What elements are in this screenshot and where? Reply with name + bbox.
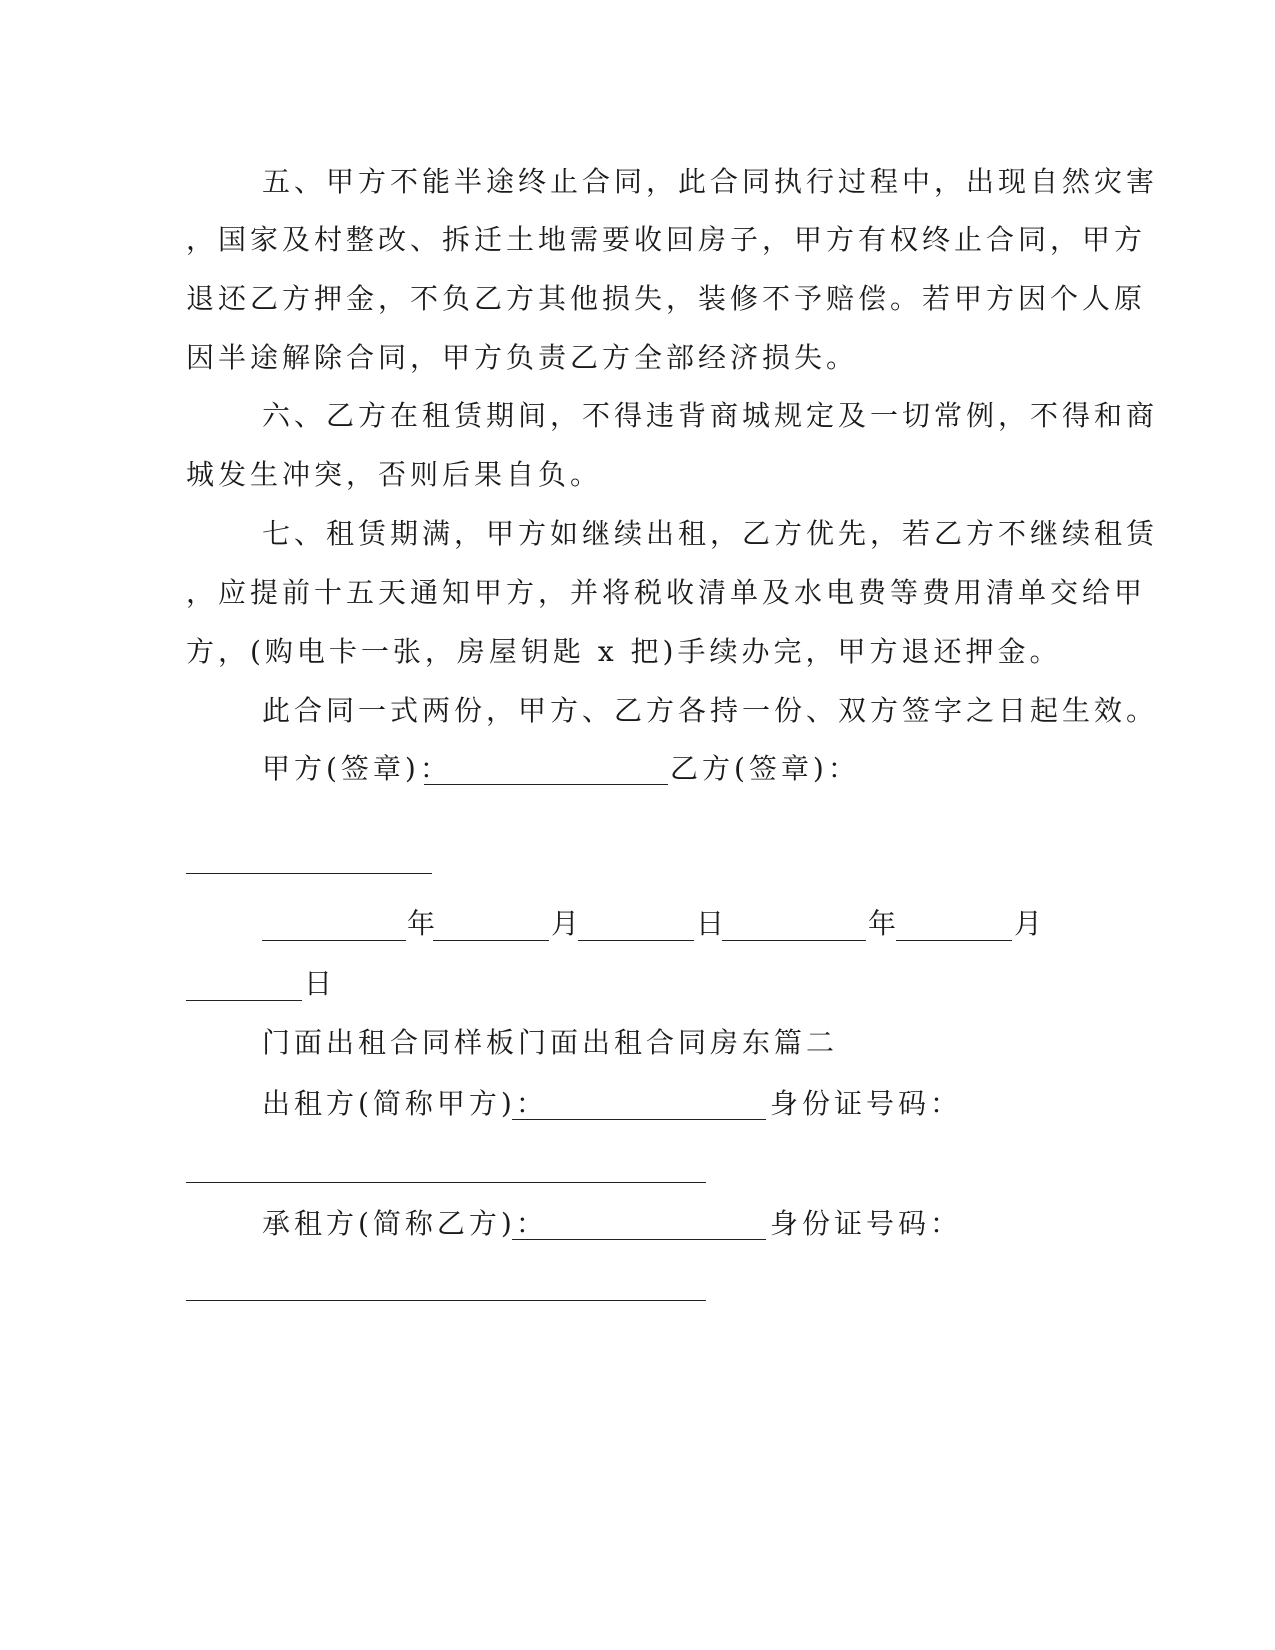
party-a-signature-label: 甲方(签章)： (262, 752, 452, 785)
party-b-signature-blank (186, 873, 432, 874)
party-a-year-blank (262, 940, 406, 941)
party-b-day-label: 日 (304, 967, 337, 1000)
lessee-name-blank (512, 1239, 766, 1240)
party-a-month-blank (433, 940, 549, 941)
party-a-day-blank (578, 940, 694, 941)
section2-title: 门面出租合同样板门面出租合同房东篇二 (262, 1026, 839, 1059)
lessee-id-blank (186, 1300, 706, 1301)
party-b-month-blank (896, 940, 1012, 941)
clause7-line-2: ，应提前十五天通知甲方，并将税收清单及水电费等费用清单交给甲 (186, 576, 1147, 609)
party-b-year-blank (722, 940, 866, 941)
lessee-label: 承租方(简称乙方)： (262, 1207, 548, 1240)
clause5-line-2: ，国家及村整改、拆迁土地需要收回房子，甲方有权终止合同，甲方 (186, 223, 1147, 256)
copies-note: 此合同一式两份，甲方、乙方各持一份、双方签字之日起生效。 (262, 694, 1159, 727)
party-a-signature-blank (424, 784, 668, 785)
party-a-day-label: 日 (696, 907, 729, 940)
clause7-line-1: 七、租赁期满，甲方如继续出租，乙方优先，若乙方不继续租赁 (262, 517, 1159, 550)
party-a-year-label: 年 (407, 907, 440, 940)
lessee-id-label: 身份证号码： (770, 1207, 963, 1240)
clause5-line-3: 退还乙方押金，不负乙方其他损失，装修不予赔偿。若甲方因个人原 (186, 282, 1147, 315)
clause5-line-1: 五、甲方不能半途终止合同，此合同执行过程中，出现自然灾害 (262, 165, 1159, 198)
clause7-line-3: 方，(购电卡一张，房屋钥匙 x 把)手续办完，甲方退还押金。 (186, 635, 1062, 668)
lessor-label: 出租方(简称甲方)： (262, 1087, 548, 1120)
party-b-year-label: 年 (868, 907, 901, 940)
party-b-month-label: 月 (1014, 907, 1047, 940)
lessor-name-blank (512, 1119, 766, 1120)
lessor-id-label: 身份证号码： (770, 1087, 963, 1120)
clause6-line-1: 六、乙方在租赁期间，不得违背商城规定及一切常例，不得和商 (262, 399, 1159, 432)
clause6-line-2: 城发生冲突，否则后果自负。 (186, 458, 603, 491)
clause5-line-4: 因半途解除合同，甲方负责乙方全部经济损失。 (186, 341, 859, 374)
party-a-month-label: 月 (551, 907, 584, 940)
lessor-id-blank (186, 1182, 706, 1183)
party-b-signature-label: 乙方(签章)： (670, 752, 860, 785)
party-b-day-blank (186, 1000, 302, 1001)
